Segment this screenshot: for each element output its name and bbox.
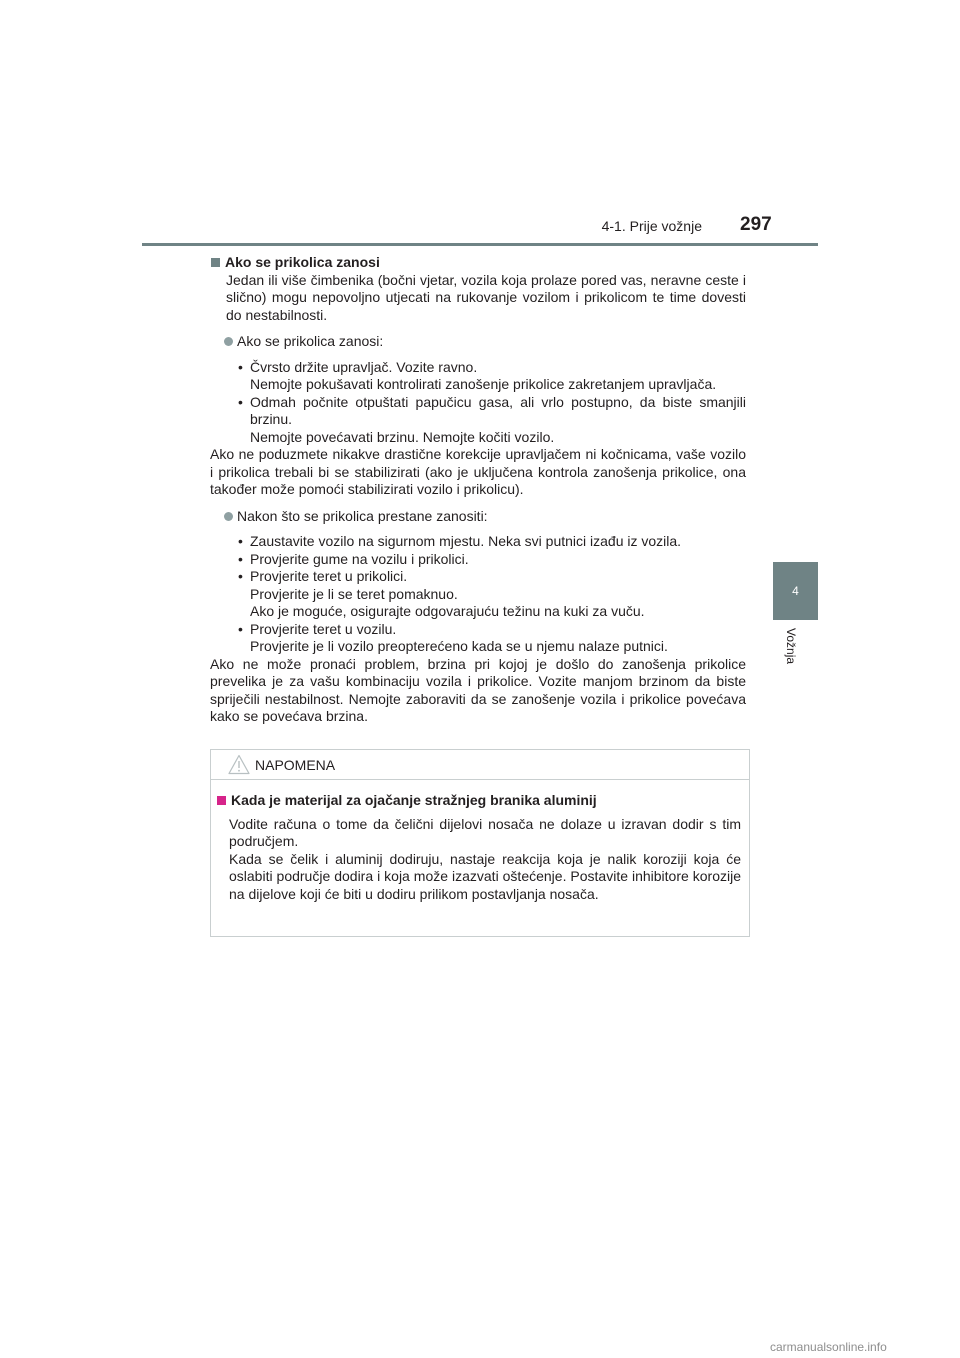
subsection-1-list	[210, 359, 746, 447]
notice-title: NAPOMENA	[255, 757, 336, 773]
bullet-dot-icon: •	[238, 358, 243, 375]
header-section-title: 4-1. Prije vožnje	[601, 218, 702, 234]
chapter-tab-label-text: Vožnja	[784, 628, 798, 665]
header-rule	[142, 243, 818, 246]
list-item-text: Čvrsto držite upravljač. Vozite ravno.	[250, 358, 478, 375]
list-item	[238, 394, 746, 447]
list-item-extra-2: Ako je moguće, osigurajte odgovarajuću težinu na kuki za vuču.	[250, 603, 645, 619]
notice-body	[211, 780, 749, 903]
notice-text	[217, 816, 741, 904]
chapter-tab-number: 4	[792, 584, 799, 598]
subsection-2-after: Ako ne može pronaći problem, brzina pri kojoj je došlo do zanošenja prikolice prevelika je za vašu kombinaciju vozila i prikolice. Vozite manjom brzinom da biste spriječili nestabilnost. Nemojte zaboraviti da se zanošenje vozila i prikolice povećava kako se povećava brzina.	[210, 655, 746, 724]
list-item-text: Provjerite teret u prikolici.	[250, 568, 408, 584]
page-header	[0, 0, 960, 250]
subsection-title-2-text: Nakon što se prikolica prestane zanositi:	[237, 507, 488, 524]
circle-bullet-icon	[224, 337, 233, 346]
list-item-text: Provjerite gume na vozilu i prikolici.	[250, 550, 469, 567]
main-content	[210, 254, 746, 726]
list-item	[238, 359, 746, 394]
bullet-dot-icon: •	[238, 568, 243, 584]
list-item	[238, 533, 746, 551]
chapter-tab	[773, 562, 818, 620]
circle-bullet-icon	[224, 512, 233, 521]
subsection-title-2	[210, 508, 746, 526]
page-number: 297	[740, 214, 772, 235]
square-bullet-icon	[211, 258, 220, 267]
list-item	[238, 621, 746, 656]
subsection-title-1-text: Ako se prikolica zanosi:	[237, 333, 384, 349]
list-item-text: Provjerite teret u vozilu.	[250, 620, 397, 637]
bullet-dot-icon: •	[238, 620, 243, 637]
chapter-tab-label	[782, 628, 806, 688]
list-item-extra: Provjerite je li vozilo preopterećeno kada se u njemu nalaze putnici.	[250, 638, 668, 654]
list-item-text: Zaustavite vozilo na sigurnom mjestu. Neka svi putnici izađu iz vozila.	[250, 533, 682, 549]
list-item-extra: Provjerite je li se teret pomaknuo.	[250, 585, 458, 602]
bullet-dot-icon: •	[238, 533, 243, 549]
list-item	[238, 568, 746, 621]
bullet-dot-icon: •	[238, 393, 243, 410]
section-intro: Jedan ili više čimbenika (bočni vjetar, vozila koja prolaze pored vas, neravne ceste i slično) mogu nepovoljno utjecati na rukovanje vozilom i prikolicom te time dovesti do nestabilnosti.	[226, 271, 746, 323]
section-heading	[210, 254, 746, 272]
notice-box	[210, 749, 750, 937]
warning-triangle-icon	[228, 754, 250, 775]
notice-line-2: Kada se čelik i aluminij dodiruju, nastaje reakcija koja je nalik koroziji koja će oslabiti područje dodira i koja može izazvati oštećenje. Postavite inhibitore korozije na dijelove koji će biti u dodiru prilikom postavljanja nosača.	[229, 850, 741, 902]
notice-heading-text: Kada je materijal za ojačanje stražnjeg branika aluminij	[231, 792, 597, 808]
list-item-extra: Nemojte pokušavati kontrolirati zanošenje prikolice zakretanjem upravljača.	[250, 376, 717, 392]
list-item-extra: Nemojte povećavati brzinu. Nemojte kočiti vozilo.	[250, 428, 555, 445]
notice-header	[211, 750, 749, 780]
subsection-2-list	[210, 533, 746, 656]
notice-line-1: Vodite računa o tome da čelični dijelovi nosača ne dolaze u izravan dodir s tim područjem.	[229, 815, 741, 849]
list-item-text: Odmah počnite otpuštati papučicu gasa, ali vrlo postupno, da biste smanjili brzinu.	[250, 393, 746, 427]
notice-heading	[217, 792, 741, 810]
section-heading-text: Ako se prikolica zanosi	[225, 254, 380, 270]
subsection-1-after: Ako ne poduzmete nikakve drastične korekcije upravljačem ni kočnicama, vaše vozilo i prikolica trebali bi se stabilizirati (ako je uključena kontrola zanošenja prikolice, ona također može pomoći stabilizirati vozilo i prikolicu).	[210, 446, 746, 497]
subsection-title-1	[210, 333, 746, 351]
square-bullet-icon	[217, 796, 226, 805]
watermark: carmanualsonline.info	[770, 1340, 887, 1354]
bullet-dot-icon: •	[238, 550, 243, 567]
list-item	[238, 551, 746, 569]
